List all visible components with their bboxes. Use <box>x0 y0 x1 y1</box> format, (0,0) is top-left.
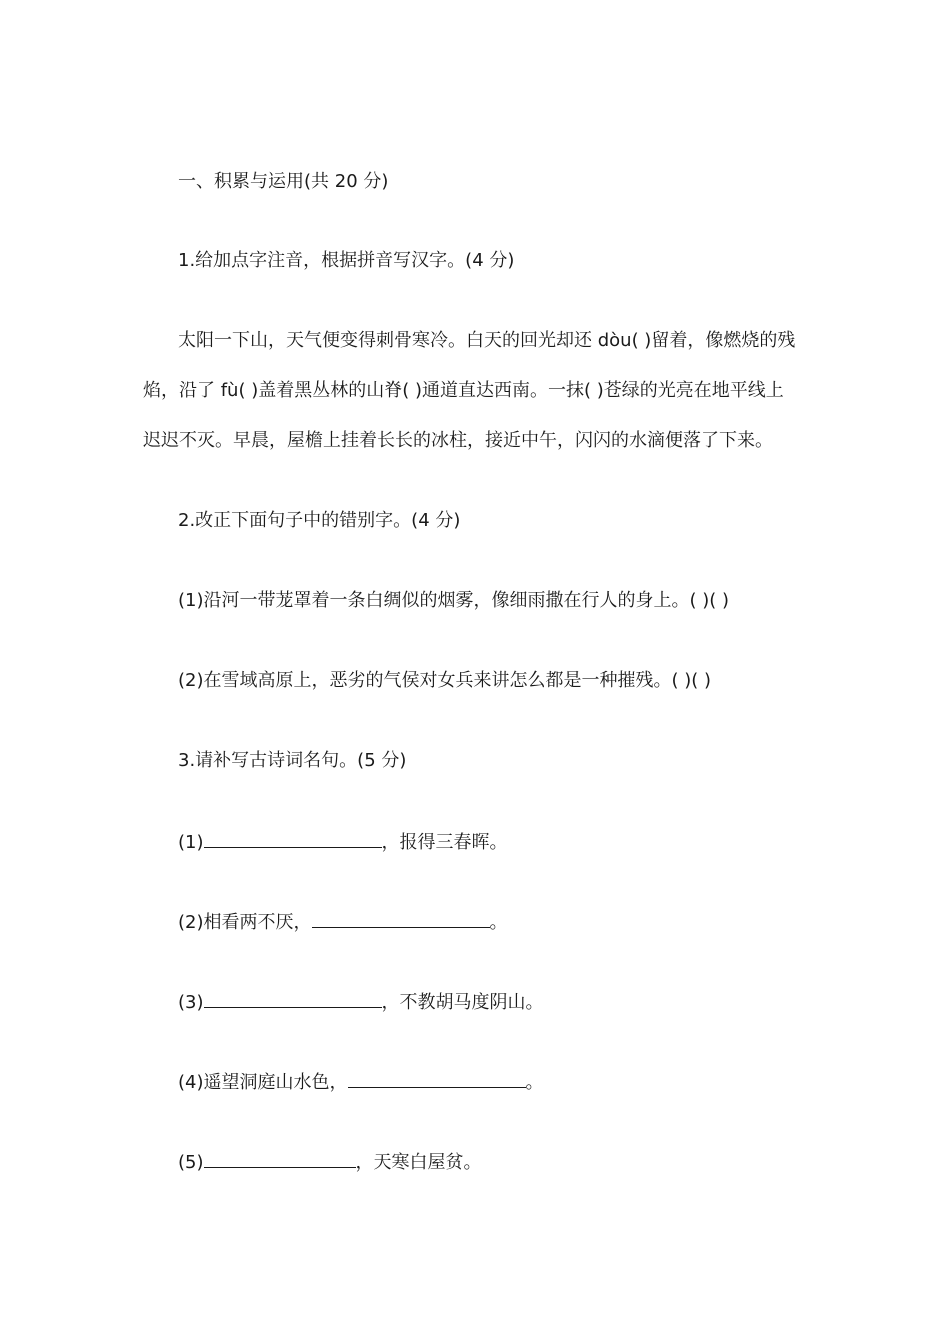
poem-item-suffix: ，不教胡马度阴山。 <box>381 992 544 1013</box>
poem-item-suffix: ，天寒白屋贫。 <box>355 1152 482 1173</box>
poem-item-2 <box>178 909 508 935</box>
answer-blank[interactable] <box>204 989 382 1008</box>
passage-line-2: 焰，沿了 fù( )盖着黑丛林的山脊( )通道直达西南。一抹( )苍绿的光亮在地平线上 <box>143 380 784 401</box>
answer-blank[interactable] <box>348 1069 526 1088</box>
poem-item-prefix: (2)相看两不厌， <box>178 912 312 933</box>
question-3-title: 3.请补写古诗词名句。(5 分) <box>178 750 407 771</box>
question-2-title: 2.改正下面句子中的错别字。(4 分) <box>178 510 461 531</box>
answer-blank[interactable] <box>204 829 382 848</box>
poem-item-prefix: (1) <box>178 832 204 853</box>
passage-line-1: 太阳一下山，天气便变得刺骨寒冷。白天的回光却还 dòu( )留着，像燃烧的残 <box>178 330 796 351</box>
poem-item-4 <box>178 1069 544 1095</box>
question-2-item-1: (1)沿河一带茏罩着一条白绸似的烟雾，像细雨撒在行人的身上。( )( ) <box>178 590 730 611</box>
answer-blank[interactable] <box>312 909 490 928</box>
poem-item-prefix: (4)遥望洞庭山水色， <box>178 1072 348 1093</box>
poem-item-1 <box>178 829 508 855</box>
poem-item-3 <box>178 989 544 1015</box>
question-1-title: 1.给加点字注音，根据拼音写汉字。(4 分) <box>178 250 515 271</box>
poem-item-suffix: 。 <box>489 912 508 933</box>
passage-line-3: 迟迟不灭。早晨，屋檐上挂着长长的冰柱，接近中午，闪闪的水滴便落了下来。 <box>143 430 773 451</box>
poem-item-5 <box>178 1149 482 1175</box>
poem-item-prefix: (5) <box>178 1152 204 1173</box>
poem-item-suffix: ，报得三春晖。 <box>381 832 508 853</box>
poem-item-suffix: 。 <box>525 1072 544 1093</box>
answer-blank[interactable] <box>204 1149 356 1168</box>
section-heading: 一、积累与运用(共 20 分) <box>178 171 389 192</box>
question-2-item-2: (2)在雪域高原上，恶劣的气侯对女兵来讲怎么都是一种摧残。( )( ) <box>178 670 712 691</box>
poem-item-prefix: (3) <box>178 992 204 1013</box>
